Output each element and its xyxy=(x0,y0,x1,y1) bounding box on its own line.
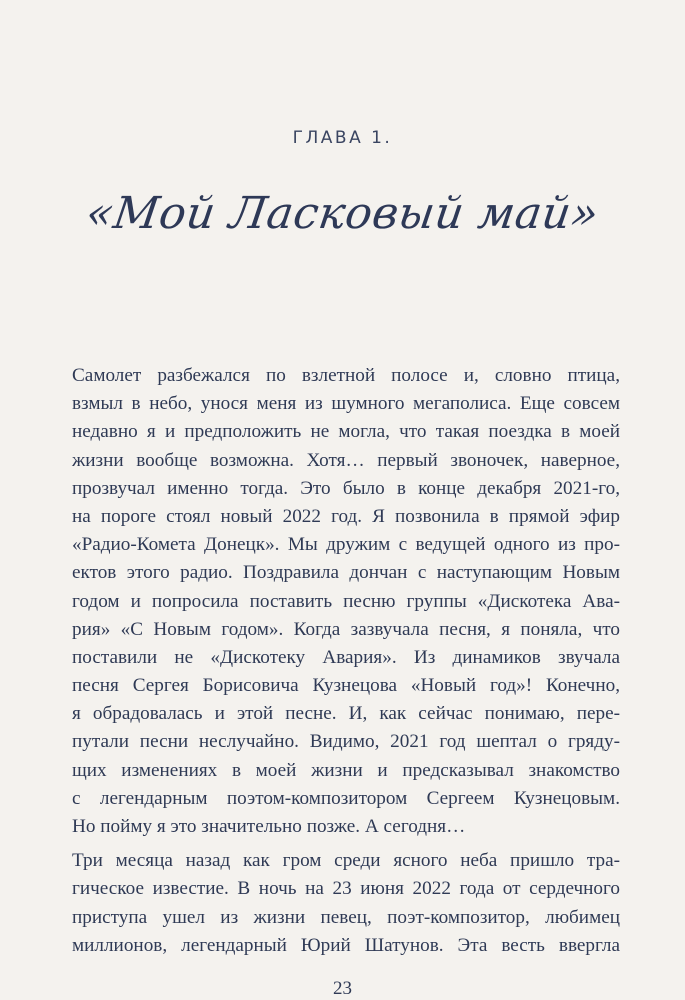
text-line: песня Сергея Борисовича Кузнецова «Новый год»! Конечно, xyxy=(72,675,620,697)
paragraph-1 xyxy=(72,362,620,841)
text-line: жизни вообще возможна. Хотя… первый звоночек, наверное, xyxy=(72,449,620,471)
page-number: 23 xyxy=(333,978,352,999)
text-line: рия» «С Новым годом». Когда зазвучала песня, я поняла, что xyxy=(72,618,620,640)
text-line: приступа ушел из жизни певец, поэт-композитор, любимец xyxy=(72,906,620,928)
text-line: Три месяца назад как гром среди ясного неба пришло тра- xyxy=(72,850,620,872)
text-line: я обрадовалась и этой песне. И, как сейчас понимаю, пере- xyxy=(72,703,620,725)
text-line: ектов этого радио. Поздравила дончан с наступающим Новым xyxy=(72,562,620,584)
text-line: «Радио-Комета Донецк». Мы дружим с ведущей одного из про- xyxy=(72,534,620,556)
text-line: путали песни неслучайно. Видимо, 2021 год шептал о гряду- xyxy=(72,731,620,753)
body-text xyxy=(72,362,620,960)
text-line: на пороге стоял новый 2022 год. Я позвонила в прямой эфир xyxy=(72,505,620,527)
text-line: с легендарным поэтом-композитором Сергеем Кузнецовым. xyxy=(72,787,620,809)
text-line: Самолет разбежался по взлетной полосе и, словно птица, xyxy=(72,365,620,386)
paragraph-2 xyxy=(72,847,620,960)
text-line: Но пойму я это значительно позже. А сегодня… xyxy=(72,816,466,837)
text-line: щих изменениях в моей жизни и предсказывал знакомство xyxy=(72,759,620,781)
chapter-label: ГЛАВА 1. xyxy=(292,128,393,148)
text-line: гическое известие. В ночь на 23 июня 2022 года от сердечного xyxy=(72,878,620,900)
chapter-title: «Мой Ласковый май» xyxy=(82,188,603,239)
text-line: миллионов, легендарный Юрий Шатунов. Эта весть ввергла xyxy=(72,934,620,956)
text-line: взмыл в небо, унося меня из шумного мегаполиса. Еще совсем xyxy=(72,393,620,415)
text-line: годом и попросила поставить песню группы «Дискотека Ава- xyxy=(72,590,620,612)
text-line: поставили не «Дискотеку Авария». Из динамиков звучала xyxy=(72,646,620,668)
text-line: недавно я и предположить не могла, что такая поездка в моей xyxy=(72,421,620,443)
text-line: прозвучал именно тогда. Это было в конце декабря 2021-го, xyxy=(72,477,620,499)
